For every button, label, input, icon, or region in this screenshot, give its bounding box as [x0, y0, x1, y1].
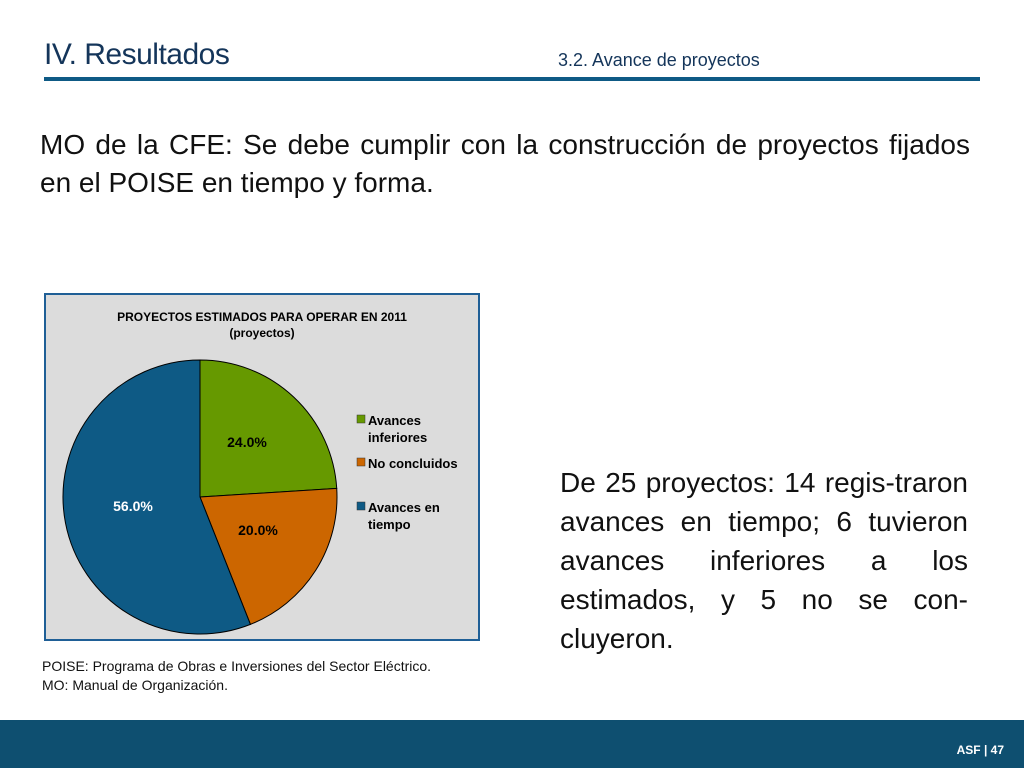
legend-swatch-avances-inferiores — [357, 415, 365, 423]
footnotes — [42, 657, 431, 695]
legend-label-avances-en-tiempo: Avances en tiempo — [368, 500, 440, 532]
footnote-poise: POISE: Programa de Obras e Inversiones del Sector Eléctrico. — [42, 658, 432, 674]
footer-org: ASF — [956, 743, 981, 757]
legend-label-no-concluidos: No concluidos — [368, 456, 458, 471]
footnote-mo: MO: Manual de Organización. — [42, 677, 228, 693]
chart-title: PROYECTOS ESTIMADOS PARA OPERAR EN 2011 — [117, 310, 407, 324]
header-title: IV. Resultados — [44, 38, 230, 71]
header-subtitle: 3.2. Avance de proyectos — [558, 50, 760, 70]
footer-label — [957, 743, 1004, 757]
data-label-avances-inferiores: 24.0% — [227, 434, 267, 450]
footer-bar — [0, 720, 1024, 768]
legend-label-avances-inferiores: Avances inferiores — [368, 413, 428, 445]
footer-separator: | — [983, 743, 988, 757]
data-label-no-concluidos: 20.0% — [238, 522, 278, 538]
summary-text: De 25 proyectos: 14 regis-traron avances en tiempo; 6 tuvieron avances inferiores a los estimados, y 5 no se con-cluyeron. — [560, 467, 968, 654]
pie-slice-avances-inferiores — [200, 360, 337, 497]
data-label-avances-en-tiempo: 56.0% — [113, 498, 153, 514]
legend-swatch-no-concluidos — [357, 458, 365, 466]
chart-subtitle: (proyectos) — [229, 326, 295, 340]
intro-text: MO de la CFE: Se debe cumplir con la construcción de proyectos fijados en el POISE en tiempo y forma. — [40, 129, 970, 198]
legend-swatch-avances-en-tiempo — [357, 502, 365, 510]
page-number: 47 — [990, 743, 1004, 757]
